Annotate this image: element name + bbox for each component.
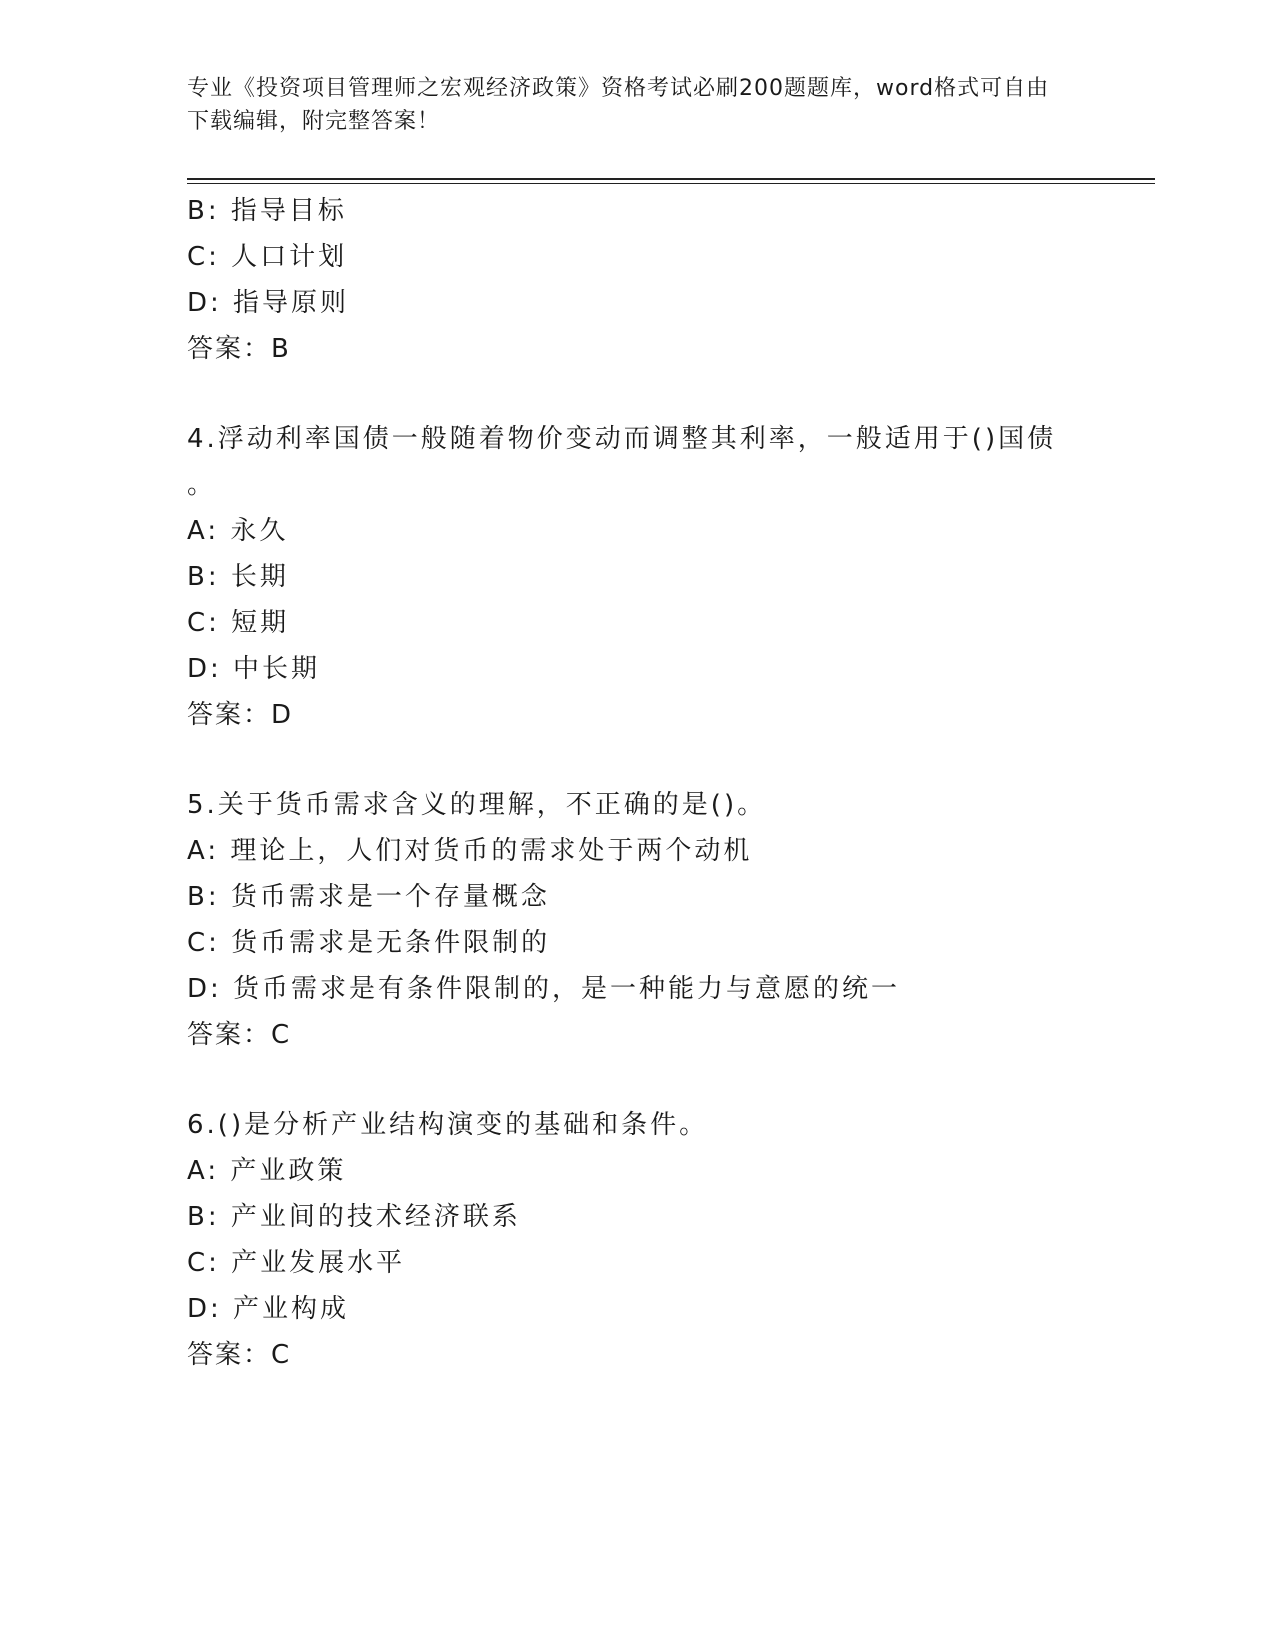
question-block-4 bbox=[187, 416, 1155, 738]
option-a: A: 理论上，人们对货币的需求处于两个动机 bbox=[187, 836, 753, 866]
answer-label: 答案：C bbox=[187, 1340, 292, 1370]
header-divider-thick bbox=[187, 178, 1155, 180]
spacer bbox=[187, 738, 1155, 782]
question-stem: 5.关于货币需求含义的理解，不正确的是()。 bbox=[187, 790, 767, 820]
question-block-6 bbox=[187, 1102, 1155, 1378]
answer-label: 答案：D bbox=[187, 700, 294, 730]
option-c: C: 人口计划 bbox=[187, 242, 348, 272]
option-c: C: 短期 bbox=[187, 608, 290, 638]
question-stem: 6.()是分析产业结构演变的基础和条件。 bbox=[187, 1110, 709, 1140]
option-b: B: 产业间的技术经济联系 bbox=[187, 1202, 521, 1232]
option-d: D: 货币需求是有条件限制的，是一种能力与意愿的统一 bbox=[187, 974, 901, 1004]
option-d: D: 中长期 bbox=[187, 654, 321, 684]
option-a: A: 永久 bbox=[187, 516, 289, 546]
question-block-5 bbox=[187, 782, 1155, 1058]
question-stem: 4.浮动利率国债一般随着物价变动而调整其利率，一般适用于()国债 bbox=[187, 424, 1057, 454]
option-b: B: 指导目标 bbox=[187, 196, 347, 226]
answer-label: 答案：B bbox=[187, 334, 291, 364]
document-header: 专业《投资项目管理师之宏观经济政策》资格考试必刷200题题库，word格式可自由下载编辑，附完整答案！ bbox=[187, 76, 1050, 134]
option-c: C: 产业发展水平 bbox=[187, 1248, 406, 1278]
option-a: A: 产业政策 bbox=[187, 1156, 347, 1186]
option-d: D: 产业构成 bbox=[187, 1294, 350, 1324]
option-b: B: 货币需求是一个存量概念 bbox=[187, 882, 550, 912]
option-c: C: 货币需求是无条件限制的 bbox=[187, 928, 551, 958]
spacer bbox=[187, 372, 1155, 416]
answer-label: 答案：C bbox=[187, 1020, 292, 1050]
spacer bbox=[187, 1058, 1155, 1102]
question-content bbox=[187, 188, 1155, 1378]
question-block-3 bbox=[187, 188, 1155, 372]
question-stem-continuation: 。 bbox=[187, 470, 217, 500]
option-d: D: 指导原则 bbox=[187, 288, 350, 318]
option-b: B: 长期 bbox=[187, 562, 289, 592]
header-divider-thin bbox=[187, 183, 1155, 184]
